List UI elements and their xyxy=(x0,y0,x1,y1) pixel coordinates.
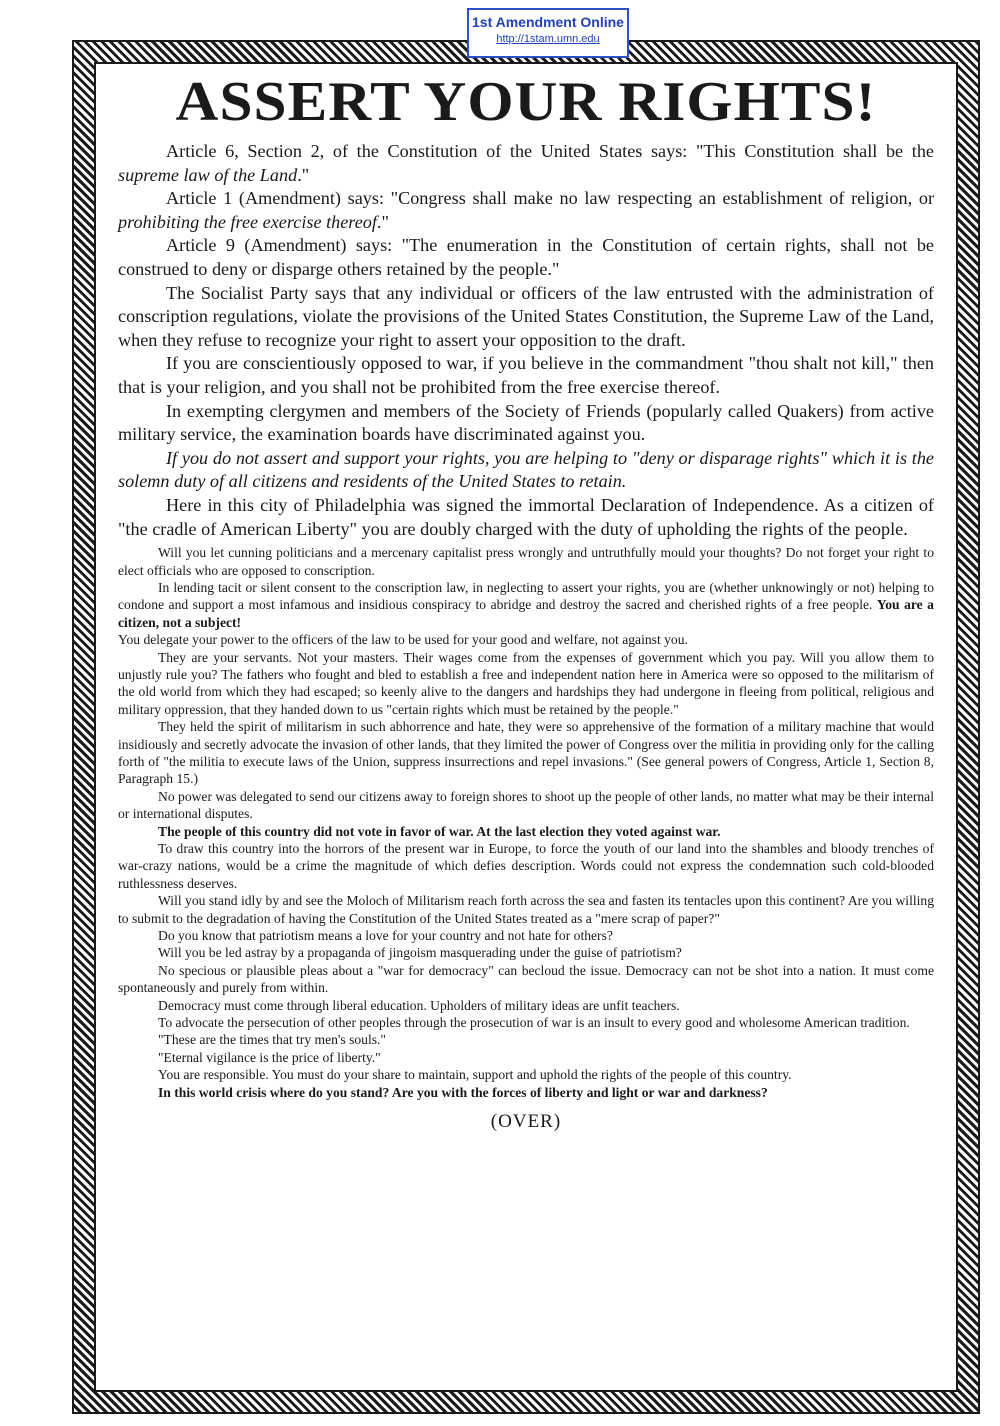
body-paragraph xyxy=(118,187,934,234)
large-print-section xyxy=(118,140,934,541)
body-paragraph xyxy=(118,282,934,353)
small-paragraph xyxy=(118,1084,934,1101)
leaflet-body xyxy=(118,70,934,1133)
paragraph-text: Do you know that patriotism means a love for your country and not hate for others? xyxy=(158,928,613,944)
small-paragraph xyxy=(118,788,934,823)
paragraph-text: No power was delegated to send our citizens away to foreign shores to shoot up the people of other lands, no matter what may be their internal or international disputes. xyxy=(118,788,934,822)
paragraph-text: You are responsible. You must do your share to maintain, support and uphold the rights of the people of this country. xyxy=(158,1067,792,1083)
paragraph-text: In exempting clergymen and members of the Society of Friends (popularly called Quakers) from active military service, the examination boards have discriminated against you. xyxy=(118,400,934,445)
page-title: ASSERT YOUR RIGHTS! xyxy=(175,71,877,133)
paragraph-bold: The people of this country did not vote in favor of war. At the last election they voted against war. xyxy=(158,823,721,839)
body-paragraph xyxy=(118,140,934,187)
small-paragraph xyxy=(118,823,934,840)
small-paragraph xyxy=(118,927,934,944)
small-print-section xyxy=(118,544,934,1101)
paragraph-text: They are your servants. Not your masters. Their wages come from the expenses of government which you pay. Will you allow them to unjustly rule you? The fathers who fought and bled to establish a free and independent nation here in America were so opposed to the militarism of the old world from which they had escaped; so keenly alive to the dangers and hardships they had undergone in fleeing from political, religious and military oppression, that they handed down to us "certain rights which must be retained by the people." xyxy=(118,649,934,717)
paragraph-bold: In this world crisis where do you stand? Are you with the forces of liberty and light or war and darkness? xyxy=(158,1084,768,1100)
small-paragraph xyxy=(118,962,934,997)
small-paragraph xyxy=(118,544,934,579)
paragraph-emphasis: supreme law of the Land xyxy=(118,164,298,185)
paragraph-emphasis: prohibiting the free exercise thereof xyxy=(118,211,377,232)
paragraph-emphasis: If you do not assert and support your rights, you are helping to "deny or disparage rights" which it is the solemn duty of all citizens and residents of the United States to retain. xyxy=(118,447,934,492)
small-paragraph xyxy=(118,718,934,788)
paragraph-text: Will you stand idly by and see the Moloch of Militarism reach forth across the sea and fasten its tentacles upon this continent? Are you willing to submit to the degradation of having the Constitution of the United States treated as a "mere scrap of paper?" xyxy=(118,893,934,926)
small-paragraph xyxy=(118,944,934,961)
small-paragraph xyxy=(118,892,934,927)
paragraph-text: The Socialist Party says that any individual or officers of the law entrusted with the administration of conscription regulations, violate the provisions of the United States Constitution, the Supreme Law of the Land, when they refuse to recognize your right to assert your opposition to the draft. xyxy=(118,282,934,350)
paragraph-text: To advocate the persecution of other peoples through the prosecution of war is an insult to every good and wholesome American tradition. xyxy=(158,1015,910,1031)
small-paragraph xyxy=(118,631,934,648)
small-paragraph xyxy=(118,1031,934,1048)
paragraph-text-end: ." xyxy=(297,164,310,185)
over-footer: (OVER) xyxy=(490,1111,562,1133)
paragraph-text: You delegate your power to the officers of the law to be used for your good and welfare, not against you. xyxy=(118,632,688,648)
paragraph-text: Will you let cunning politicians and a mercenary capitalist press wrongly and untruthfully mould your thoughts? Do not forget your right to elect officials who are opposed to conscription. xyxy=(118,545,934,578)
small-paragraph xyxy=(118,840,934,892)
paragraph-text: They held the spirit of militarism in such abhorrence and hate, they were so apprehensive of the formation of a military machine that would insidiously and secretly advocate the invasion of other lands, that they limited the power of Congress over the militia in providing only for the calling forth of "the militia to execute laws of the Union, suppress insurrections and repel invasions." (See general powers of Congress, Article 1, Section 8, Paragraph 15.) xyxy=(118,719,934,787)
paragraph-text: In lending tacit or silent consent to the conscription law, in neglecting to assert your rights, you are (whether unknowingly or not) helping to condone and support a most infamous and insidious conspiracy to abridge and destroy the sacred and cherished rights of a free people. xyxy=(118,579,934,613)
paragraph-text: Here in this city of Philadelphia was signed the immortal Declaration of Independence. As a citizen of "the cradle of American Liberty" you are doubly charged with the duty of upholding the rights of the people. xyxy=(118,494,934,539)
small-paragraph xyxy=(118,1066,934,1083)
paragraph-text: Article 6, Section 2, of the Constitution of the United States says: "This Constitution shall be the xyxy=(166,141,934,161)
paragraph-text: "These are the times that try men's souls." xyxy=(158,1032,386,1048)
paragraph-text: To draw this country into the horrors of the present war in Europe, to force the youth of our land into the shambles and bloody trenches of war-crazy nations, would be a crime the magnitude of which defies description. Words could not express the condemnation such cold-blooded ruthlessness deserves. xyxy=(118,841,934,891)
paragraph-text: Democracy must come through liberal education. Upholders of military ideas are unfit teachers. xyxy=(158,997,680,1013)
small-paragraph xyxy=(118,1014,934,1031)
small-paragraph xyxy=(118,997,934,1014)
small-paragraph xyxy=(118,579,934,631)
body-paragraph xyxy=(118,494,934,541)
first-amendment-online-stamp xyxy=(467,8,629,58)
paragraph-text: Article 1 (Amendment) says: "Congress shall make no law respecting an establishment of religion, or xyxy=(166,188,934,209)
paragraph-text: No specious or plausible pleas about a "war for democracy" can becloud the issue. Democracy can not be shot into a nation. It must come spontaneously and purely from within. xyxy=(118,962,934,996)
paragraph-bold: You are a citizen, not a subject! xyxy=(118,597,934,630)
body-paragraph xyxy=(118,352,934,399)
paragraph-text-end: ." xyxy=(376,211,389,232)
body-paragraph xyxy=(118,447,934,494)
body-paragraph xyxy=(118,234,934,281)
small-paragraph xyxy=(118,1049,934,1066)
small-paragraph xyxy=(118,649,934,719)
stamp-title: 1st Amendment Online xyxy=(472,14,624,30)
body-paragraph xyxy=(118,400,934,447)
paragraph-text: "Eternal vigilance is the price of liberty." xyxy=(158,1049,381,1065)
stamp-url-link[interactable]: http://1stam.umn.edu xyxy=(496,33,600,45)
paragraph-text: If you are conscientiously opposed to war, if you believe in the commandment "thou shalt not kill," then that is your religion, and you shall not be prohibited from the free exercise thereof. xyxy=(118,353,934,397)
paragraph-text: Will you be led astray by a propaganda of jingoism masquerading under the guise of patriotism? xyxy=(158,945,682,961)
paragraph-text: Article 9 (Amendment) says: "The enumeration in the Constitution of certain rights, shall not be construed to deny or disparge others retained by the people." xyxy=(118,235,934,279)
